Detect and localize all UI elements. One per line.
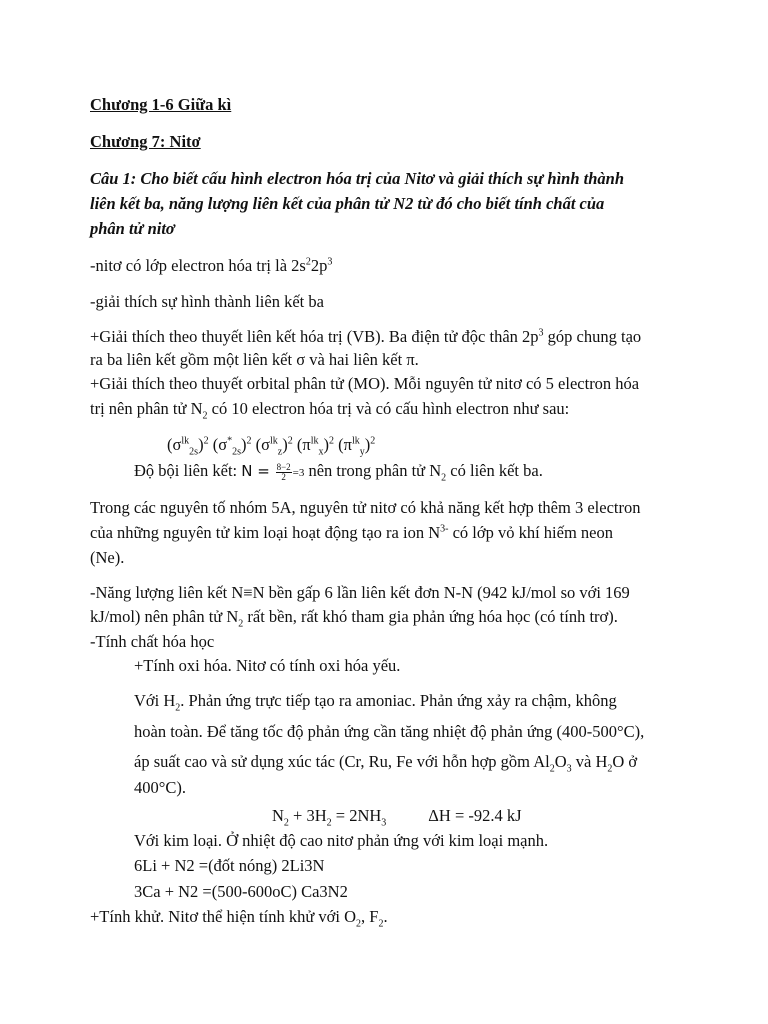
h2-line-3: áp suất cao và sử dụng xúc tác (Cr, Ru, Fe với hỗn hợp gồm $Al_2O_3$ và $H_2O$ ở xyxy=(134,752,638,775)
energy-line-2: kJ/mol) nên phân tử $N_2$ rất bền, rất khó tham gia phản ứng hóa học (có tính trơ). xyxy=(90,607,618,630)
question-line-2: liên kết ba, năng lượng liên kết của phân tử N2 từ đó cho biết tính chất của xyxy=(90,194,605,213)
energy-line-1: -Năng lượng liên kết N≡N bền gấp 6 lần liên kết đơn N-N (942 kJ/mol so với 169 xyxy=(90,583,630,602)
vb-line-2: ra ba liên kết gồm một liên kết σ và hai liên kết π. xyxy=(90,350,419,369)
question-line-3: phân tử nitơ xyxy=(90,219,175,238)
group5-line-2: của những nguyên tử kim loại hoạt động tạo ra ion $N^{3-}$ có lớp vỏ khí hiếm neon xyxy=(90,523,613,542)
chapter-heading-1: Chương 1-6 Giữa kì xyxy=(90,95,232,114)
ca-equation: 3Ca + N2 =(500-600oC) Ca3N2 xyxy=(134,882,348,901)
bond-order: Độ bội liên kết: N = $\frac{8-2}{2}$ =3 nên trong phân tử $N_2$ có liên kết ba. xyxy=(134,461,543,484)
mo-line-1: +Giải thích theo thuyết orbital phân tử (MO). Mỗi nguyên tử nitơ có 5 electron hóa xyxy=(90,374,640,393)
haber-equation: $N_2 + 3H_2 = 2NH_3$ ΔH = -92.4 kJ xyxy=(272,806,522,829)
h2-line-4: 400°C). xyxy=(134,778,186,797)
group5-line-1: Trong các nguyên tố nhóm 5A, nguyên tử nitơ có khả năng kết hợp thêm 3 electron xyxy=(90,498,641,517)
enthalpy-value: ΔH = -92.4 kJ xyxy=(428,806,522,825)
oxidizing-property: +Tính oxi hóa. Nitơ có tính oxi hóa yếu. xyxy=(134,656,401,675)
li-equation: 6Li + N2 =(đốt nóng) 2Li3N xyxy=(134,856,325,875)
h2-line-1: Với $H_2$. Phản ứng trực tiếp tạo ra amoniac. Phản ứng xảy ra chậm, không xyxy=(134,691,617,714)
group5-line-3: (Ne). xyxy=(90,548,125,567)
question-line-1: Câu 1: Cho biết cấu hình electron hóa trị của Nitơ và giải thích sự hình thành xyxy=(90,169,625,188)
chapter-heading-2: Chương 7: Nitơ xyxy=(90,132,201,151)
reducing-property: +Tính khử. Nitơ thể hiện tính khử với $O_2$, $F_2$. xyxy=(90,907,388,930)
chemical-properties-title: -Tính chất hóa học xyxy=(90,632,215,651)
bond-order-fraction: $\frac{8-2}{2}$ xyxy=(276,461,291,482)
mo-configuration: $(\sigma^{lk}_{2s})^2$ $(\sigma^*_{2s})^2$ $(\sigma^{lk}_z)^2$ $(\pi^{lk}_x)^2$ $(\pi^{lk}_y)^2$ xyxy=(167,435,376,458)
mo-line-2: trị nên phân tử $N_2$ có 10 electron hóa trị và có cấu hình electron như sau: xyxy=(90,399,570,422)
metal-reaction-intro: Với kim loại. Ở nhiệt độ cao nitơ phản ứng với kim loại mạnh. xyxy=(134,831,549,850)
h2-line-2: hoàn toàn. Để tăng tốc độ phản ứng cần tăng nhiệt độ phản ứng (400-500°C), xyxy=(134,722,645,741)
vb-line-1: +Giải thích theo thuyết liên kết hóa trị (VB). Ba điện tử độc thân $2p^3$ góp chung tạo xyxy=(90,327,642,346)
valence-config: -nitơ có lớp electron hóa trị là $2s^22p^3$ xyxy=(90,256,333,275)
triple-bond-intro: -giải thích sự hình thành liên kết ba xyxy=(90,292,324,311)
